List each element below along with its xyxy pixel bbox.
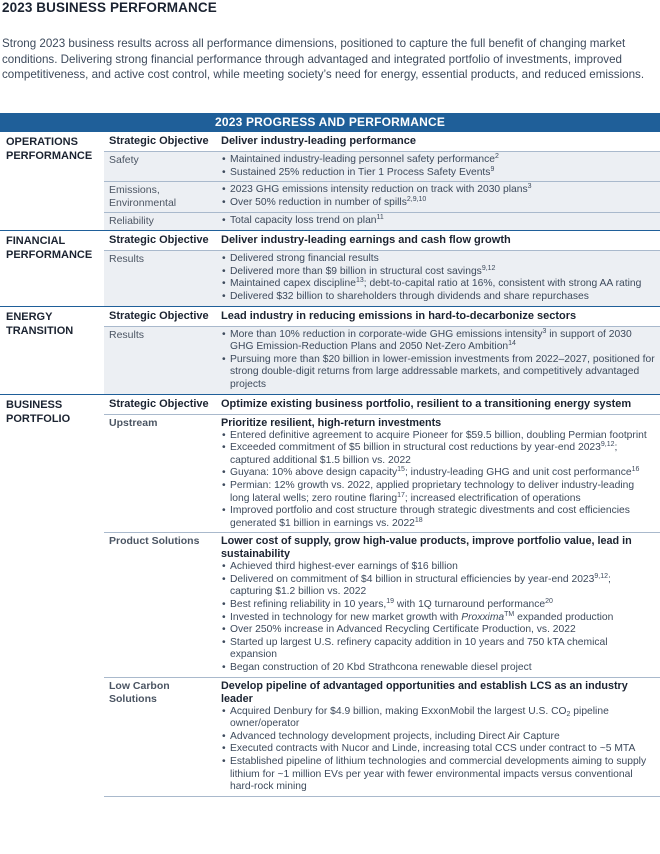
list-item: • Advanced technology development projects, including Direct Air Capture <box>221 731 656 744</box>
table-row <box>104 213 660 230</box>
list-item: • Improved portfolio and cost structure through strategic divestments and cost efficiencies generated $1 billion in earnings vs. 2022$^{18}$ <box>221 505 656 530</box>
list-item: • Entered definitive agreement to acquire Pioneer for $59.5 billion, doubling Permian footprint <box>221 430 656 443</box>
section-label: OPERATIONS PERFORMANCE <box>0 132 104 230</box>
section-label: ENERGY TRANSITION <box>0 307 104 394</box>
table-row <box>104 152 660 182</box>
intro-paragraph: Strong 2023 business results across all performance dimensions, positioned to capture the full benefit of changing market conditions. Delivering strong financial performance through advantaged and integrated portfolio of investments, improved competitiveness, and active cost control, while meeting society’s need for energy, essential products, and reduced emissions. <box>2 37 645 82</box>
bullet-list <box>221 154 656 179</box>
section-financial <box>0 231 660 306</box>
section-label: BUSINESS PORTFOLIO <box>0 395 104 797</box>
list-item: • Established pipeline of lithium technologies and commercial developments aiming to supply lithium for ~1 million EVs per year with fewer environmental impacts versus conventional hard-rock mining <box>221 756 656 794</box>
bullet-list <box>221 561 656 674</box>
row-label: Product Solutions <box>109 535 200 548</box>
table-row <box>104 533 660 677</box>
objective-row <box>104 132 660 152</box>
objective-text: Optimize existing business portfolio, resilient to a transitioning energy system <box>221 397 632 410</box>
list-item: • Executed contracts with Nucor and Linde, increasing total CCS under contract to ~5 MTA <box>221 743 656 756</box>
section-business-portfolio <box>0 395 660 797</box>
list-item: • Best refining reliability in 10 years,$^{19}$ with 1Q turnaround performance$^{20}$ <box>221 599 656 612</box>
table-row <box>104 251 660 305</box>
table-row <box>104 678 660 797</box>
list-item: • Invested in technology for new market growth with Proxxima™ expanded production <box>221 612 656 625</box>
table-row <box>104 182 660 213</box>
list-item: • Exceeded commitment of $5 billion in structural cost reductions by year-end 2023$^{9,12}$; captured additional $1.5 billion vs. 2022 <box>221 442 656 467</box>
objective-text: Deliver industry-leading performance <box>221 135 416 147</box>
list-item: • Maintained capex discipline$^{13}$; debt-to-capital ratio at 16%, consistent with strong AA rating <box>221 278 656 291</box>
objective-row <box>104 307 660 327</box>
row-heading: Develop pipeline of advantaged opportunities and establish LCS as an industry leader <box>221 679 628 705</box>
objective-label: Strategic Objective <box>109 135 209 147</box>
list-item: • Delivered on commitment of $4 billion in structural efficiencies by year-end 2023$^{9,12}$; capturing $1.2 billion vs. 2022 <box>221 574 656 599</box>
row-label: Results <box>109 328 145 341</box>
list-item: • Over 250% increase in Advanced Recycling Certificate Production, vs. 2022 <box>221 624 656 637</box>
row-heading: Lower cost of supply, grow high-value products, improve portfolio value, lead in sustainability <box>221 535 632 561</box>
list-item: • Began construction of 20 Kbd Strathcona renewable diesel project <box>221 662 656 675</box>
row-label: Reliability <box>109 215 154 228</box>
row-label: Upstream <box>109 416 158 429</box>
objective-row <box>104 395 660 415</box>
section-energy-transition <box>0 307 660 395</box>
table-row <box>104 415 660 534</box>
list-item: • Started up largest U.S. refinery capacity addition in 10 years and 750 kTA chemical expansion <box>221 637 656 662</box>
list-item: • Acquired Denbury for $4.9 billion, making ExxonMobil the largest U.S. $CO_2$ pipeline owner/operator <box>221 706 656 731</box>
list-item: • Sustained 25% reduction in Tier 1 Process Safety Events$^9$ <box>221 167 656 180</box>
bullet-list <box>221 253 656 303</box>
row-label: Results <box>109 253 145 266</box>
list-item: • Total capacity loss trend on plan$^{11}$ <box>221 215 656 228</box>
table-title: 2023 PROGRESS AND PERFORMANCE <box>0 113 660 132</box>
bullet-list <box>221 430 656 531</box>
bullet-list <box>221 184 656 209</box>
row-label: Emissions, Environmental <box>109 184 177 210</box>
list-item: • Over 50% reduction in number of spills$^{2,9,10}$ <box>221 197 656 210</box>
objective-row <box>104 231 660 251</box>
list-item: • 2023 GHG emissions intensity reduction on track with 2030 plans$^3$ <box>221 184 656 197</box>
progress-table <box>0 113 660 797</box>
objective-label: Strategic Objective <box>109 309 209 322</box>
list-item: • Pursuing more than $20 billion in lower-emission investments from 2022–2027, positioned for strong double-digit returns from large addressable markets, and competitively advantaged projects <box>221 354 656 392</box>
table-row <box>104 327 660 394</box>
list-item: • Permian: 12% growth vs. 2022, applied proprietary technology to deliver industry-leading long lateral wells; zero routine flaring$^{17}$; increased electrification of operations <box>221 480 656 505</box>
row-heading: Prioritize resilient, high-return investments <box>221 416 442 429</box>
list-item: • Delivered strong financial results <box>221 253 656 266</box>
list-item: • More than 10% reduction in corporate-wide GHG emissions intensity$^3$ in support of 2030 GHG Emission-Reduction Plans and 2050 Net-Zero Ambition$^{14}$ <box>221 329 656 354</box>
list-item: • Maintained industry-leading personnel safety performance$^2$ <box>221 154 656 167</box>
objective-text: Deliver industry-leading earnings and cash flow growth <box>221 234 511 247</box>
objective-label: Strategic Objective <box>109 397 209 410</box>
row-label: Low Carbon Solutions <box>109 679 170 705</box>
bullet-list <box>221 706 656 794</box>
list-item: • Guyana: 10% above design capacity$^{15}$; industry-leading GHG and unit cost performance$^{16}$ <box>221 467 656 480</box>
row-label: Safety <box>109 154 139 166</box>
objective-text: Lead industry in reducing emissions in hard-to-decarbonize sectors <box>221 309 577 322</box>
objective-label: Strategic Objective <box>109 234 209 247</box>
list-item: • Delivered $32 billion to shareholders through dividends and share repurchases <box>221 291 656 304</box>
list-item: • Achieved third highest-ever earnings of $16 billion <box>221 561 656 574</box>
section-label: FINANCIAL PERFORMANCE <box>0 231 104 305</box>
bullet-list <box>221 329 656 392</box>
page-title: 2023 BUSINESS PERFORMANCE <box>2 0 217 15</box>
bullet-list <box>221 215 656 228</box>
section-operations <box>0 132 660 231</box>
list-item: • Delivered more than $9 billion in structural cost savings$^{9,12}$ <box>221 266 656 279</box>
